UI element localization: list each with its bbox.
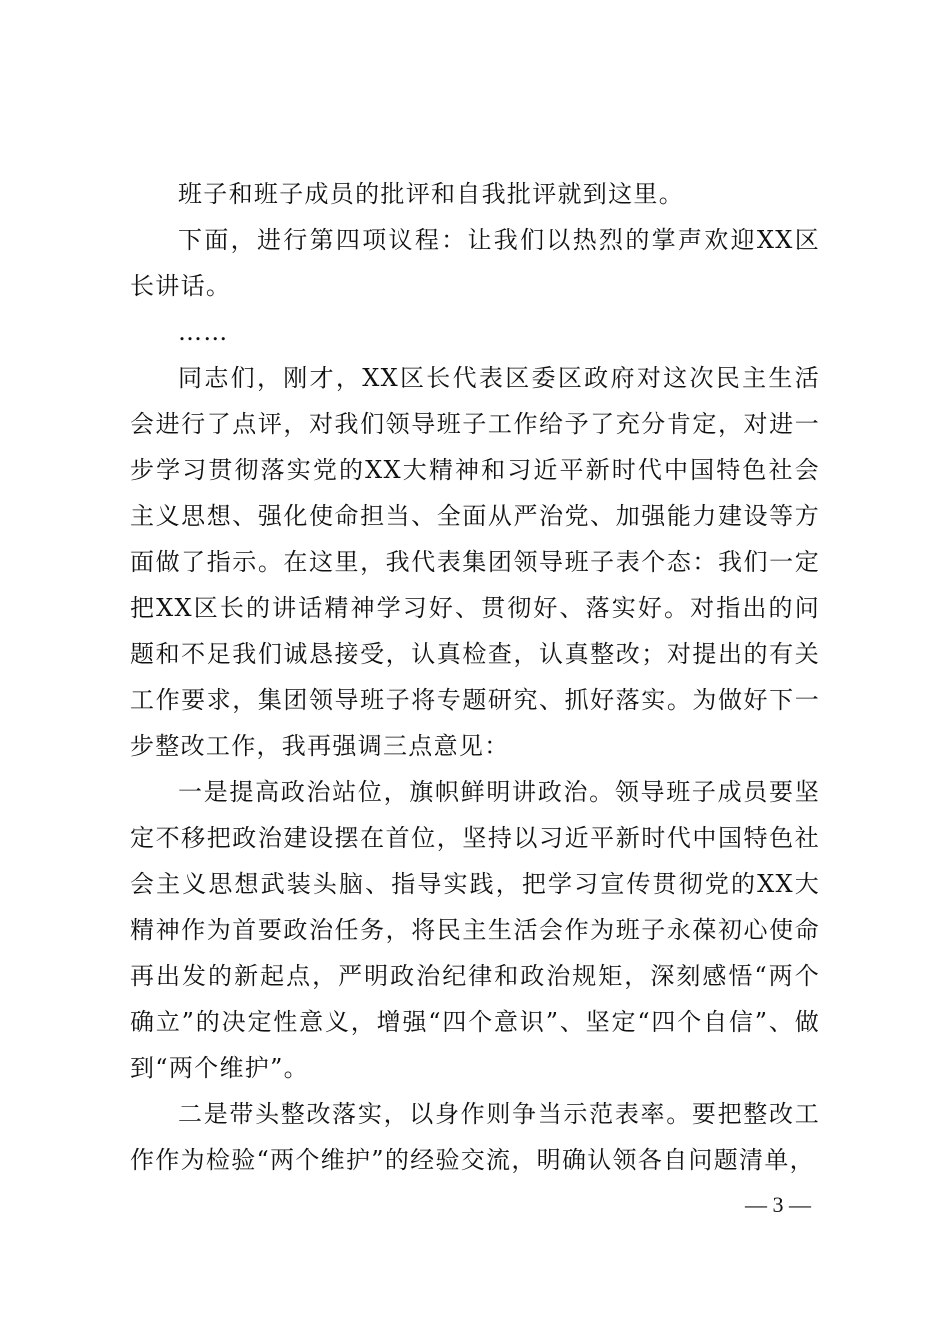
page-number: — 3 — [745,1192,811,1217]
paragraph-point-two: 二是带头整改落实，以身作则争当示范表率。要把整改工作作为检验“两个维护”的经验交流，明确认领各自问题清单， [130,1100,820,1174]
paragraph-agenda-item-four: 下面，进行第四项议程：让我们以热烈的掌声欢迎XX区长讲话。 [130,226,820,300]
paragraph-point-one: 一是提高政治站位，旗帜鲜明讲政治。领导班子成员要坚定不移把政治建设摆在首位，坚持以习近平新时代中国特色社会主义思想武装头脑、指导实践，把学习宣传贯彻党的XX大精神作为首要政治任务，将民主生活会作为班子永葆初心使命再出发的新起点，严明政治纪律和政治规矩，深刻感悟“两个确立”的决定性意义，增强“四个意识”、坚定“四个自信”、做到“两个维护”。 [130,778,820,1082]
paragraph-comrades-review: 同志们，刚才，XX区长代表区委区政府对这次民主生活会进行了点评，对我们领导班子工作给予了充分肯定，对进一步学习贯彻落实党的XX大精神和习近平新时代中国特色社会主义思想、强化使命担当、全面从严治党、加强能力建设等方面做了指示。在这里，我代表集团领导班子表个态：我们一定把XX区长的讲话精神学习好、贯彻好、落实好。对指出的问题和不足我们诚恳接受，认真检查，认真整改；对提出的有关工作要求，集团领导班子将专题研究、抓好落实。为做好下一步整改工作，我再强调三点意见： [130,364,820,760]
paragraph-ellipsis: …… [178,318,229,346]
document-body [130,171,820,1183]
paragraph-closing-criticism: 班子和班子成员的批评和自我批评就到这里。 [178,180,684,208]
